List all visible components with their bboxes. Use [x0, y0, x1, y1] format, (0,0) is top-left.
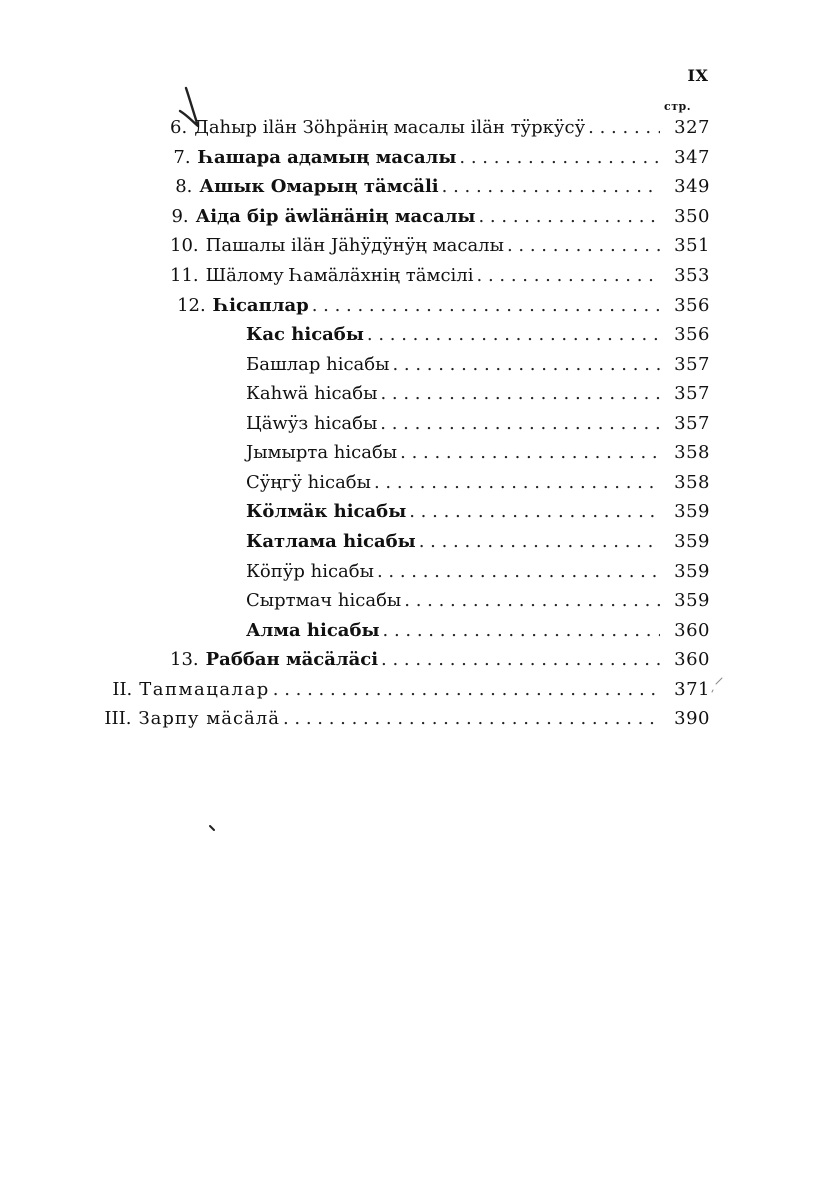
toc-leader-dots	[371, 469, 660, 497]
toc-entry-number: 8.	[175, 176, 193, 197]
ink-speck-icon	[208, 824, 218, 834]
toc-entry-title: Аiда бiр ӓwlӓнӓнiң масалы	[195, 206, 476, 227]
toc-subentry-title: Каhwӓ hiсабы	[246, 383, 378, 404]
toc-leader-dots	[374, 558, 660, 586]
toc-entry-title: Ашык Омарың тӓмсӓli	[199, 176, 439, 197]
toc-subentry-title: Башлар hiсабы	[246, 354, 390, 375]
toc-leader-dots	[378, 646, 660, 674]
toc-subentry	[246, 439, 710, 469]
toc-entry-page: 360	[674, 649, 710, 670]
toc-subentry-title: Сыртмач hiсабы	[246, 590, 402, 611]
toc-leader-dots	[377, 380, 660, 408]
toc-leader-dots	[585, 114, 660, 142]
toc-subentry-title: Катлама hiсабы	[246, 531, 416, 552]
toc-entry-page: 349	[674, 176, 710, 197]
toc-leader-dots	[364, 321, 660, 349]
toc-entry-number: 10.	[170, 235, 199, 256]
toc-entry-number: 7.	[173, 147, 191, 168]
toc-entry	[170, 203, 710, 233]
toc-subentry-title: Сӱңгӱ hiсабы	[246, 472, 371, 493]
toc-entry-page: 359	[674, 590, 710, 611]
toc-leader-dots	[380, 617, 660, 645]
toc-leader-dots	[456, 144, 660, 172]
toc-leader-dots	[416, 528, 660, 556]
toc-subentry	[246, 498, 710, 528]
toc-leader-dots	[270, 676, 660, 704]
toc-entry-page: 357	[674, 413, 710, 434]
toc-entry-page: 356	[674, 295, 710, 316]
toc-entry-number: 11.	[170, 265, 199, 286]
toc-entry-page: 356	[674, 324, 710, 345]
toc-leader-dots	[439, 173, 660, 201]
toc-leader-dots	[406, 498, 660, 526]
toc-entry-page: 350	[674, 206, 710, 227]
toc-entry-title: Һiсаплар	[212, 295, 309, 316]
toc-section-title: Тапмацалар	[139, 679, 270, 700]
toc-subentry-title: Јымырта hiсабы	[246, 442, 398, 463]
toc-subentry	[246, 410, 710, 440]
toc-subentry	[246, 469, 710, 499]
toc-leader-dots	[309, 292, 660, 320]
toc-subentry	[246, 617, 710, 647]
toc-entry-page: 359	[674, 531, 710, 552]
toc-entry-page: 390	[674, 708, 710, 729]
toc-subentry	[246, 351, 710, 381]
toc-entry-number: 6.	[170, 117, 188, 138]
toc-subentry-title: Кöпӱр hiсабы	[246, 561, 374, 582]
toc-entry-page: 359	[674, 561, 710, 582]
toc-entry	[170, 173, 710, 203]
toc-entry	[170, 144, 710, 174]
toc-entry-page: 358	[674, 442, 710, 463]
toc-subentry-title: Кас hiсабы	[246, 324, 364, 345]
toc-entry-number: 13.	[170, 649, 199, 670]
toc-subentry-title: Алма hiсабы	[246, 620, 380, 641]
toc-entry-title: Даhыр ilӓн Зöhрӓнiң масалы ilӓн тӱркӱсӱ	[194, 117, 586, 138]
toc-entry-number: 12.	[177, 295, 206, 316]
toc-leader-dots	[475, 203, 660, 231]
toc-subentry	[246, 321, 710, 351]
toc-leader-dots	[401, 587, 660, 615]
toc-entry-title: Һашара адамың масалы	[197, 147, 457, 168]
toc-section-number: II.	[112, 679, 133, 700]
toc-entry-page: 360	[674, 620, 710, 641]
toc-entry	[170, 232, 710, 262]
toc-entry-page: 358	[674, 472, 710, 493]
toc-section-entry	[100, 705, 710, 735]
margin-pencil-mark-icon	[710, 676, 724, 694]
toc-subentry	[246, 587, 710, 617]
toc-leader-dots	[504, 232, 660, 260]
toc-leader-dots	[474, 262, 661, 290]
toc-subentry	[246, 558, 710, 588]
toc-entry-title: Пашалы ilӓн Jӓhӱдӱнӱң масалы	[205, 235, 504, 256]
toc-leader-dots	[389, 351, 660, 379]
toc-leader-dots	[397, 439, 660, 467]
toc-subentry-title: Кöлмӓк hiсабы	[246, 501, 407, 522]
toc-entry-page: 347	[674, 147, 710, 168]
toc-entry-page: 351	[674, 235, 710, 256]
toc-entry-page: 371	[674, 679, 710, 700]
toc-entry-page: 357	[674, 354, 710, 375]
toc-section-number: III.	[104, 708, 132, 729]
toc-subentry	[246, 528, 710, 558]
toc-entry	[170, 262, 710, 292]
toc-entry-page: 327	[674, 117, 710, 138]
toc-section-entry	[100, 676, 710, 706]
toc-entry	[170, 292, 710, 322]
page-column-heading: стр.	[664, 100, 692, 113]
toc-entry-title: Шӓлому Һамӓлӓхнiң тӓмсiлi	[205, 265, 474, 286]
page-number: IX	[687, 66, 709, 85]
toc-entry-page: 357	[674, 383, 710, 404]
toc-entry-page: 353	[674, 265, 710, 286]
toc-entry-page: 359	[674, 501, 710, 522]
toc-leader-dots	[377, 410, 660, 438]
toc-subentry	[246, 380, 710, 410]
toc-entry	[170, 646, 710, 676]
toc-entry-title: Раббан мӓсӓлӓсi	[205, 649, 379, 670]
toc-leader-dots	[280, 705, 660, 733]
toc-entry	[170, 114, 710, 144]
toc-subentry-title: Цӓwӱз hiсабы	[246, 413, 378, 434]
toc-entry-number: 9.	[171, 206, 189, 227]
toc-section-title: Зарпу мӓсӓлӓ	[138, 708, 280, 729]
